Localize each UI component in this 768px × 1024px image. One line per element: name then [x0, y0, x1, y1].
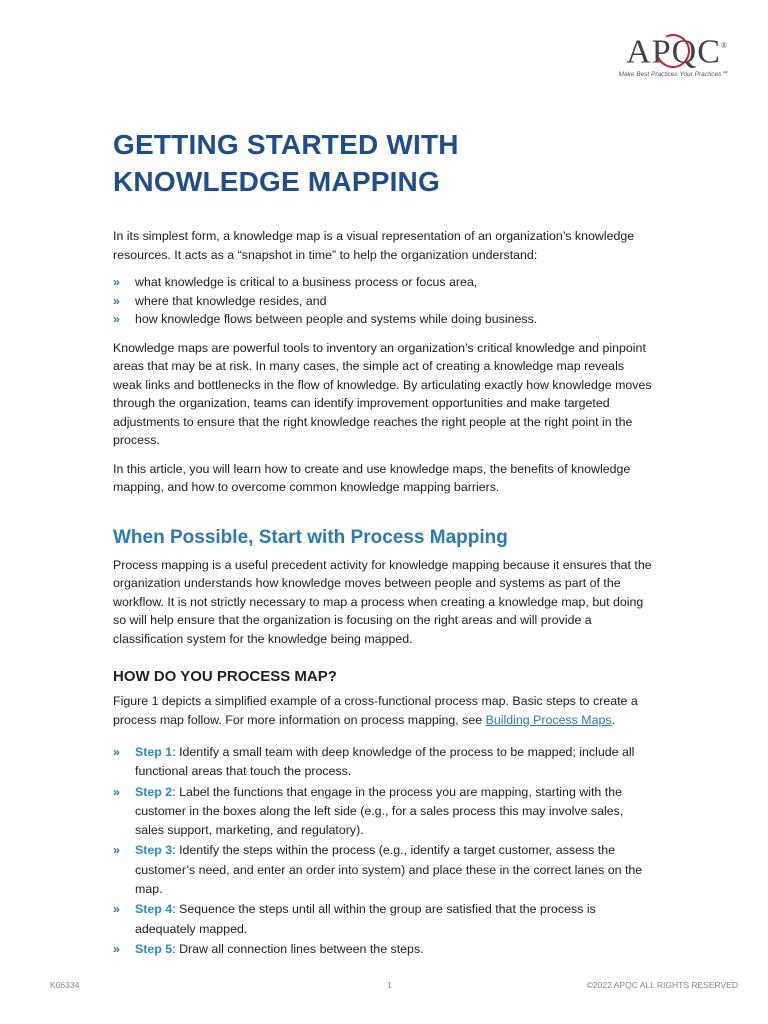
- document-body: [113, 126, 653, 960]
- step-item: » Step 2: Label the functions that engage in the process you are mapping, starting with the customer in the boxes along the left side (e.g., for a sales process this may involve sales, sales support, marketing, and regulatory).: [113, 784, 624, 838]
- bullet-icon: »: [113, 293, 120, 308]
- section-heading-how-to-map: HOW DO YOU PROCESS MAP?: [113, 668, 337, 685]
- step-item: » Step 5: Draw all connection lines between the steps.: [113, 940, 653, 959]
- list-item: » how knowledge flows between people and systems while doing business.: [113, 310, 653, 329]
- knowledge-maps-paragraph: Knowledge maps are powerful tools to inventory an organization’s critical knowledge and pinpoint areas that may be at risk. In many cases, the simple act of creating a knowledge map reveals weak links and bottlenecks in the flow of knowledge. By articulating exactly how knowledge moves through the organization, teams can identify improvement opportunities and make targeted adjustments to ensure that the right knowledge reaches the right people at the right point in the process.: [113, 340, 652, 447]
- apqc-logo: [598, 30, 728, 78]
- step-label: Step 2: [135, 784, 173, 799]
- footer-copyright: ©2022 APQC ALL RIGHTS RESERVED: [586, 980, 738, 990]
- section-heading-process-mapping: When Possible, Start with Process Mapping: [113, 526, 508, 548]
- bullet-icon: »: [113, 941, 120, 956]
- step-label: Step 5: [135, 941, 173, 956]
- step-item: » Step 4: Sequence the steps until all within the group are satisfied that the process is adequately mapped.: [113, 902, 596, 936]
- building-process-maps-link[interactable]: Building Process Maps: [485, 712, 612, 727]
- logo-registered: ®: [720, 41, 728, 50]
- footer-page-number: 1: [387, 980, 392, 990]
- bullet-icon: »: [113, 843, 120, 858]
- step-label: Step 1: [135, 745, 173, 759]
- steps-list: [113, 743, 653, 959]
- article-overview-paragraph: In this article, you will learn how to create and use knowledge maps, the benefits of knowledge mapping, and how to overcome common knowledge mapping barriers.: [113, 461, 631, 494]
- list-item: » what knowledge is critical to a business process or focus area,: [113, 273, 653, 292]
- logo-wordmark: APQC: [626, 33, 721, 71]
- list-item: » where that knowledge resides, and: [113, 292, 653, 311]
- understand-list: [113, 273, 653, 329]
- figure-intro-paragraph: Figure 1 depicts a simplified example of a cross-functional process map. Basic steps to create a process map follow. For more information on process mapping, see Building Process Maps.: [113, 694, 638, 727]
- bullet-icon: »: [113, 275, 120, 289]
- intro-paragraph: In its simplest form, a knowledge map is a visual representation of an organization’s knowledge resources. It acts as a “snapshot in time” to help the organization understand:: [113, 229, 635, 262]
- step-item: » Step 1: Identify a small team with deep knowledge of the process to be mapped; include all functional areas that touch the process.: [113, 745, 635, 779]
- document-title: GETTING STARTED WITH KNOWLEDGE MAPPING: [113, 129, 459, 197]
- footer-doc-id: K06334: [50, 980, 80, 990]
- step-item: » Step 3: Identify the steps within the process (e.g., identify a target customer, assess the customer’s need, and enter an order into system) and place these in the correct lanes on the map.: [113, 843, 643, 897]
- bullet-icon: »: [113, 902, 120, 917]
- bullet-icon: »: [113, 745, 120, 759]
- step-label: Step 3: [135, 843, 173, 858]
- logo-tagline: Make Best Practices Your Practices℠: [618, 71, 728, 79]
- process-mapping-paragraph: Process mapping is a useful precedent activity for knowledge mapping because it ensures that the organization understands how knowledge moves between people and systems as part of the workflow. It is not strictly necessary to map a process when creating a knowledge map, but doing so will help ensure that the organization is focusing on the right areas and will provide a classification system for the knowledge being mapped.: [113, 557, 652, 646]
- step-label: Step 4: [135, 902, 173, 917]
- bullet-icon: »: [113, 312, 120, 326]
- bullet-icon: »: [113, 784, 120, 799]
